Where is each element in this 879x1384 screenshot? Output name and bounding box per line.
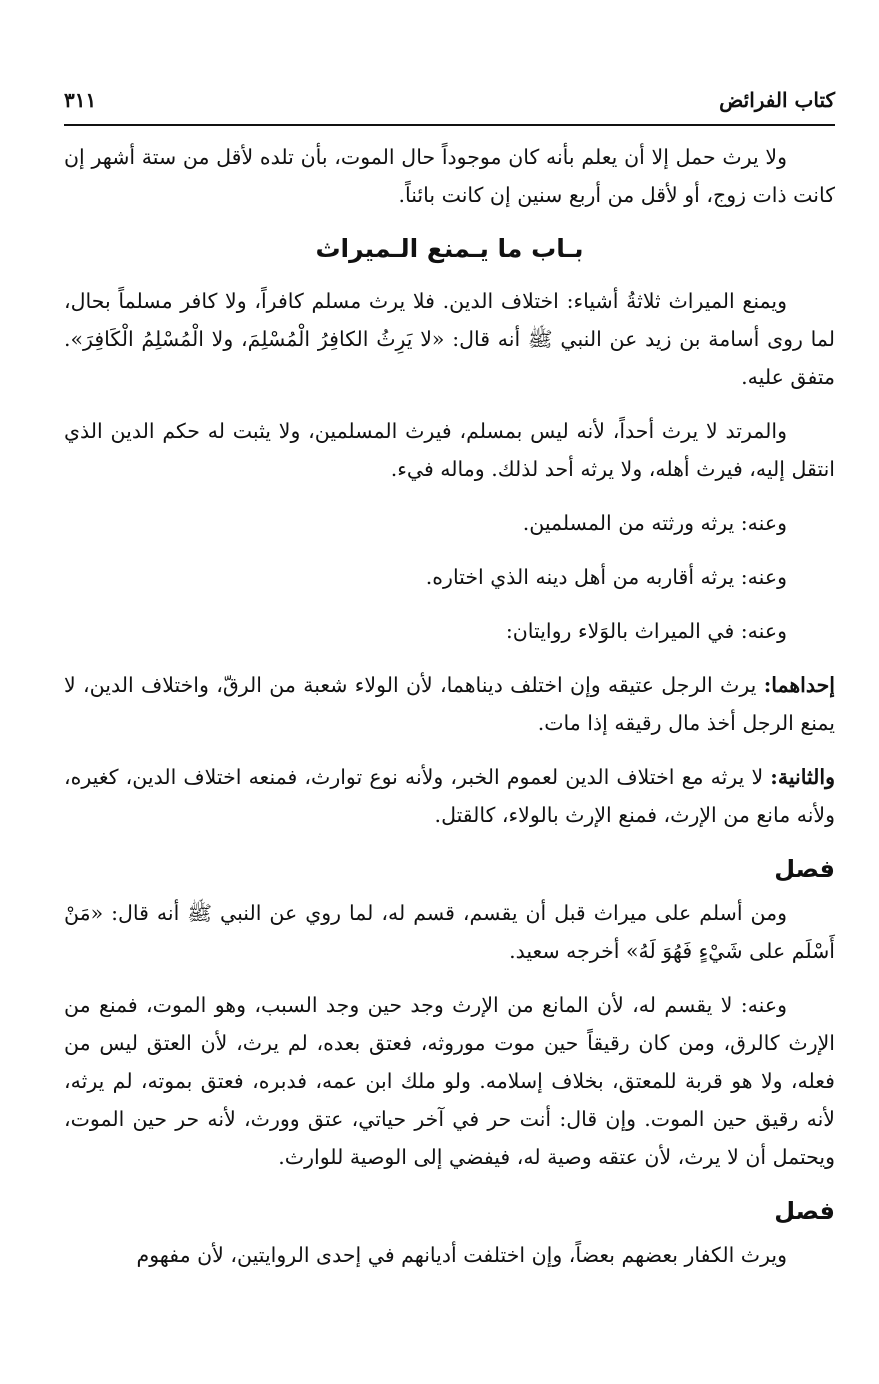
header-rule <box>64 124 835 126</box>
lead-word-first: إحداهما: <box>763 673 835 697</box>
page-number: ٣١١ <box>64 88 97 112</box>
paragraph-apostate: والمرتد لا يرث أحداً، لأنه ليس بمسلم، فيرث المسلمين، ولا يثبت له حكم الدين الذي انتقل إليه، فيرث أهله، ولا يرثه أحد لذلك. وماله فيء. <box>64 419 835 481</box>
paragraph-conversion: ومن أسلم على ميراث قبل أن يقسم، قسم له، لما روي عن النبي ﷺ أنه قال: «مَنْ أَسْلَم على شَيْءٍ فَهُوَ لَهُ» أخرجه سعيد. <box>64 901 835 963</box>
first-narration-text: يرث الرجل عتيقه وإن اختلف ديناهما، لأن الولاء شعبة من الرقّ، واختلاف الدين، لا يمنع الرجل أخذ مال رقيقه إذا مات. <box>64 673 835 735</box>
section-heading-fasl: فصل <box>774 1197 835 1225</box>
paragraph-narration-3: وعنه: في الميراث بالوَلاء روايتان: <box>505 619 787 643</box>
section-heading-fasl: فصل <box>774 855 835 883</box>
page-header <box>64 88 835 126</box>
page-content <box>64 138 835 1290</box>
chapter-heading: بـاب ما يـمنع الـميراث <box>315 234 584 263</box>
paragraph-narration-1: وعنه: يرثه ورثته من المسلمين. <box>522 511 787 535</box>
paragraph-religion-difference: ويمنع الميراث ثلاثةُ أشياء: اختلاف الدين. فلا يرث مسلم كافراً، ولا كافر مسلماً بحال، لما روى أسامة بن زيد عن النبي ﷺ أنه قال: «لا يَرِثُ الكافِرُ الْمُسْلِمَ، ولا الْمُسْلِمُ الْكَافِرَ». متفق عليه. <box>64 289 835 389</box>
paragraph-pregnancy: ولا يرث حمل إلا أن يعلم بأنه كان موجوداً حال الموت، بأن تلده لأقل من ستة أشهر إن كانت ذات زوج، أو لأقل من أربع سنين إن كانت بائناً. <box>64 145 835 207</box>
paragraph-disbelievers-inherit: ويرث الكفار بعضهم بعضاً، وإن اختلفت أديانهم في إحدى الروايتين، لأن مفهوم <box>136 1243 787 1267</box>
paragraph-not-divided: وعنه: لا يقسم له، لأن المانع من الإرث وجد حين وجد السبب، وهو الموت، فمنع من الإرث كالرق، ومن كان رقيقاً حين موت موروثه، فعتق بعده، لم يرث، لأن العتق ليس من فعله، ولا هو قربة للمعتق، بخلاف إسلامه. ولو ملك ابن عمه، فدبره، فعتق بموته، لم يرثه، لأنه رقيق حين الموت. وإن قال: أنت حر في آخر حياتي، عتق وورث، لأنه حر حين الموت، ويحتمل أن لا يرث، لأن عتقه وصية له، فيفضي إلى الوصية للوارث. <box>64 993 835 1169</box>
lead-word-second: والثانية: <box>770 765 836 789</box>
paragraph-second-narration <box>64 758 835 834</box>
paragraph-first-narration <box>64 666 835 742</box>
running-title: كتاب الفرائض <box>719 88 835 112</box>
second-narration-text: لا يرثه مع اختلاف الدين لعموم الخبر، ولأنه نوع توارث، فمنعه اختلاف الدين، كغيره، ولأنه مانع من الإرث، فمنع الإرث بالولاء، كالقتل. <box>64 765 835 827</box>
paragraph-narration-2: وعنه: يرثه أقاربه من أهل دينه الذي اختاره. <box>425 565 787 589</box>
